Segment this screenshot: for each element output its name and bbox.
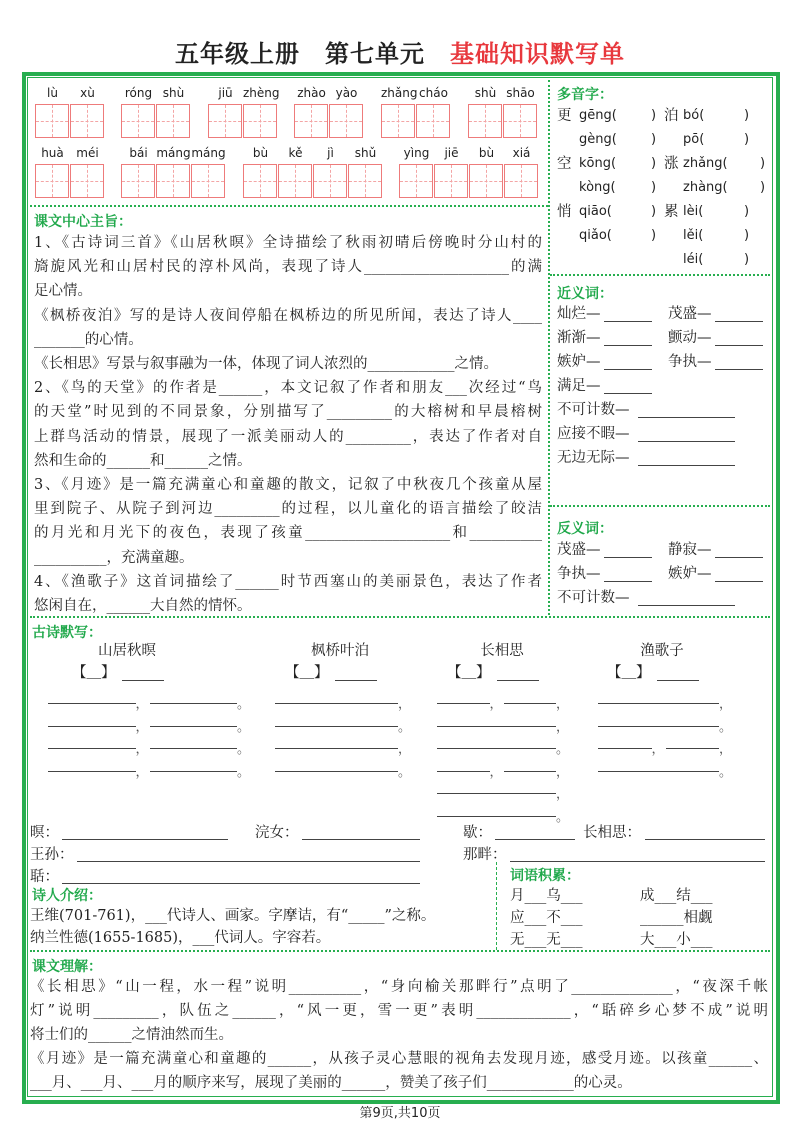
- vocab-item: 成___结___: [640, 888, 713, 904]
- writing-box[interactable]: [191, 164, 225, 198]
- poem-punctuation: 。: [719, 764, 733, 780]
- pinyin-label: shǔ: [354, 146, 377, 160]
- answer-blank[interactable]: [715, 321, 763, 322]
- page-number: 第9页,共10页: [359, 1106, 441, 1121]
- poem-line-blank[interactable]: [598, 703, 719, 704]
- word-prompt: 无边无际—: [557, 450, 630, 466]
- poem-line-blank[interactable]: [275, 748, 398, 749]
- text-line: 《长相思》“山一程，水一程”说明__________，“身向榆关那畔行”点明了______________，“夜深千帐: [30, 979, 768, 995]
- answer-blank[interactable]: [604, 321, 652, 322]
- poem-punctuation: 。: [719, 719, 733, 735]
- pinyin-label: huà: [41, 146, 64, 160]
- polyphone-char: 泊: [664, 108, 679, 124]
- close-paren: ): [651, 228, 657, 243]
- writing-box[interactable]: [121, 104, 155, 138]
- word-prompt: 不可计数—: [557, 402, 630, 418]
- poem-punctuation: 。: [398, 719, 412, 735]
- poem-author-bracket: 【＿】: [72, 665, 116, 681]
- pinyin-label: shāo: [506, 86, 535, 100]
- polyphone-pinyin: gēng(: [579, 108, 617, 123]
- pinyin-label: róng: [124, 86, 153, 100]
- writing-box[interactable]: [468, 104, 502, 138]
- writing-box[interactable]: [243, 104, 277, 138]
- title-accent: 基础知识默写单: [450, 40, 625, 68]
- close-paren: ): [760, 156, 766, 171]
- polyphone-pinyin: bó(: [683, 108, 705, 123]
- section-heading: 多音字：: [557, 87, 613, 103]
- vocab-item: ______相觑: [640, 910, 713, 926]
- pinyin-label: máng: [191, 146, 226, 160]
- pinyin-label: bái: [129, 146, 148, 160]
- text-line: 的天堂”时见到的不同景象，分别描写了_________的大榕树和早晨榕树: [34, 404, 542, 421]
- section-heading: 课文理解：: [32, 959, 102, 975]
- polyphone-char: 累: [664, 204, 679, 220]
- annotation-label: 长相思：: [583, 825, 641, 841]
- writing-box[interactable]: [434, 164, 468, 198]
- text-line: 《枫桥夜泊》写的是诗人夜间停船在枫桥边的所见所闻，表达了诗人____: [34, 307, 542, 324]
- writing-box[interactable]: [70, 104, 104, 138]
- word-prompt: 颤动—: [668, 330, 712, 346]
- poem-punctuation: ，: [556, 764, 570, 780]
- poem-line-blank[interactable]: [150, 771, 238, 772]
- polyphone-pinyin: zhàng(: [683, 180, 728, 195]
- poem-line-blank[interactable]: [150, 703, 238, 704]
- pinyin-label: zhèng: [243, 86, 280, 100]
- section-divider: [30, 205, 548, 207]
- writing-box[interactable]: [208, 104, 242, 138]
- writing-box[interactable]: [294, 104, 328, 138]
- close-paren: ): [651, 204, 657, 219]
- word-prompt: 渐渐—: [557, 330, 601, 346]
- close-paren: ): [651, 156, 657, 171]
- poem-line-blank[interactable]: [598, 726, 719, 727]
- annotation-blank[interactable]: [302, 839, 420, 840]
- poem-line-blank[interactable]: [48, 771, 136, 772]
- text-line: _______的心情。: [34, 331, 143, 348]
- annotation-label: 那畔：: [463, 847, 507, 863]
- answer-blank[interactable]: [638, 441, 735, 442]
- answer-blank[interactable]: [715, 581, 763, 582]
- polyphone-char: 悄: [557, 204, 572, 220]
- writing-box[interactable]: [381, 104, 415, 138]
- answer-blank[interactable]: [638, 605, 735, 606]
- poem-line-blank[interactable]: [275, 703, 398, 704]
- poem-author-blank[interactable]: [497, 680, 539, 681]
- page-title: [0, 34, 800, 69]
- answer-blank[interactable]: [715, 369, 763, 370]
- section-heading: 词语积累：: [510, 868, 580, 884]
- poem-title: 渔歌子: [640, 643, 684, 659]
- poem-punctuation: ，: [398, 697, 412, 712]
- poem-punctuation: ，: [719, 742, 733, 757]
- column-divider: [548, 80, 550, 615]
- poem-author-blank[interactable]: [335, 680, 377, 681]
- poem-punctuation: ，: [489, 697, 503, 712]
- poem-punctuation: ，: [556, 719, 570, 735]
- answer-blank[interactable]: [715, 345, 763, 346]
- pinyin-label: yào: [335, 86, 358, 100]
- writing-box[interactable]: [121, 164, 155, 198]
- word-prompt: 茂盛—: [557, 542, 601, 558]
- poem-line-blank[interactable]: [150, 726, 238, 727]
- annotation-blank[interactable]: [62, 883, 420, 884]
- section-heading: 近义词：: [557, 286, 613, 302]
- poem-line-blank[interactable]: [504, 771, 557, 772]
- annotation-blank[interactable]: [645, 839, 765, 840]
- text-line: 然和生命的______和______之情。: [34, 452, 252, 469]
- annotation-blank[interactable]: [495, 839, 575, 840]
- annotation-blank[interactable]: [77, 861, 420, 862]
- writing-box[interactable]: [503, 104, 537, 138]
- answer-blank[interactable]: [638, 465, 735, 466]
- close-paren: ): [651, 108, 657, 123]
- annotation-label: 浣女：: [255, 825, 299, 841]
- polyphone-pinyin: kōng(: [579, 156, 617, 171]
- pinyin-label: máng: [156, 146, 191, 160]
- close-paren: ): [651, 132, 657, 147]
- vocab-item: 无___无___: [510, 932, 583, 948]
- section-divider: [550, 505, 770, 507]
- word-prompt: 嫉妒—: [557, 354, 601, 370]
- writing-box[interactable]: [35, 164, 69, 198]
- polyphone-pinyin: qiǎo(: [579, 228, 612, 243]
- writing-box[interactable]: [70, 164, 104, 198]
- poem-punctuation: ，: [719, 697, 733, 712]
- close-paren: ): [744, 108, 750, 123]
- text-line: ___月、___月、___月的顺序来写，展现了美丽的______，赞美了孩子们____________的心灵。: [30, 1075, 632, 1091]
- answer-blank[interactable]: [604, 369, 652, 370]
- poem-line-blank[interactable]: [48, 726, 136, 727]
- text-line: 里到院子、从院子到河边_________的过程，以儿童化的语言描绘了皎洁: [34, 501, 542, 518]
- text-line: 上群鸟活动的情景，展现了一派美丽动人的_________，表达了作者对自: [34, 428, 542, 445]
- pinyin-label: bù: [252, 146, 269, 160]
- vocab-item: 大___小___: [640, 932, 713, 948]
- poem-title: 长相思: [480, 643, 524, 659]
- writing-box[interactable]: [399, 164, 433, 198]
- text-line: 4、《渔歌子》这首词描绘了______时节西塞山的美丽景色，表达了作者: [34, 573, 542, 590]
- pinyin-label: shù: [474, 86, 497, 100]
- word-prompt: 满足—: [557, 378, 601, 394]
- poem-punctuation: ，: [651, 742, 665, 757]
- poem-line-blank[interactable]: [598, 771, 719, 772]
- poem-punctuation: 。: [556, 809, 570, 825]
- poem-punctuation: ，: [556, 697, 570, 712]
- pinyin-label: xù: [80, 86, 95, 100]
- poet-intro-line: 纳兰性德(1655-1685)，___代词人。字容若。: [30, 930, 331, 946]
- section-heading: 反义词：: [557, 521, 613, 537]
- annotation-label: 聒：: [30, 869, 59, 885]
- column-divider: [496, 862, 497, 950]
- close-paren: ): [744, 132, 750, 147]
- text-line: 将士们的______之情油然而生。: [30, 1027, 233, 1043]
- title-main: 五年级上册 第七单元: [175, 40, 450, 68]
- word-prompt: 不可计数—: [557, 590, 630, 606]
- text-line: 旖旎风光和山居村民的淳朴风尚，表现了诗人____________________的满: [34, 259, 542, 276]
- writing-box[interactable]: [313, 164, 347, 198]
- vocab-item: 应___不___: [510, 910, 583, 926]
- polyphone-char: 更: [557, 108, 572, 124]
- writing-box[interactable]: [348, 164, 382, 198]
- pinyin-label: zhǎng: [381, 86, 418, 100]
- text-line: 足心情。: [34, 283, 92, 300]
- writing-box[interactable]: [156, 164, 190, 198]
- word-prompt: 茂盛—: [668, 306, 712, 322]
- pinyin-label: jiū: [218, 86, 233, 100]
- section-divider: [550, 274, 770, 276]
- pinyin-label: yìng: [403, 146, 430, 160]
- polyphone-pinyin: zhǎng(: [683, 156, 728, 171]
- annotation-blank[interactable]: [62, 839, 228, 840]
- writing-box[interactable]: [329, 104, 363, 138]
- text-line: 灯”说明_________，队伍之______，“风一更，雪一更”表明_____________，“聒碎乡心梦不成”说明: [30, 1003, 768, 1019]
- poem-punctuation: 。: [556, 742, 570, 757]
- polyphone-pinyin: kòng(: [579, 180, 616, 195]
- text-line: __________，充满童趣。: [34, 549, 194, 566]
- answer-blank[interactable]: [604, 345, 652, 346]
- close-paren: ): [744, 252, 750, 267]
- close-paren: ): [760, 180, 766, 195]
- poem-punctuation: ，: [135, 697, 149, 712]
- pinyin-label: xiá: [512, 146, 531, 160]
- close-paren: ): [744, 228, 750, 243]
- answer-blank[interactable]: [604, 581, 652, 582]
- pinyin-label: zhào: [297, 86, 326, 100]
- poem-punctuation: 。: [237, 697, 251, 712]
- poem-punctuation: ，: [135, 742, 149, 757]
- poet-intro-line: 王维(701-761)，___代诗人、画家。字摩诘，有“_____”之称。: [30, 908, 436, 924]
- poem-line-blank[interactable]: [504, 703, 557, 704]
- word-prompt: 静寂—: [668, 542, 712, 558]
- poem-title: 山居秋暝: [98, 643, 156, 659]
- answer-blank[interactable]: [715, 557, 763, 558]
- poem-punctuation: 。: [237, 764, 251, 780]
- pinyin-label: lù: [47, 86, 58, 100]
- polyphone-pinyin: qiāo(: [579, 204, 612, 219]
- writing-box[interactable]: [278, 164, 312, 198]
- poem-author-blank[interactable]: [122, 680, 164, 681]
- poem-punctuation: ，: [489, 764, 503, 780]
- poem-title: 枫桥叶泊: [311, 643, 369, 659]
- poem-punctuation: ，: [135, 764, 149, 780]
- section-heading: 诗人介绍：: [32, 888, 102, 904]
- poem-punctuation: 。: [398, 764, 412, 780]
- poem-line-blank[interactable]: [275, 771, 398, 772]
- word-prompt: 嫉妒—: [668, 566, 712, 582]
- close-paren: ): [651, 180, 657, 195]
- poem-line-blank[interactable]: [666, 748, 720, 749]
- answer-blank[interactable]: [604, 557, 652, 558]
- pinyin-label: kě: [288, 146, 303, 160]
- poem-author-blank[interactable]: [657, 680, 699, 681]
- poem-line-blank[interactable]: [48, 748, 136, 749]
- word-prompt: 应接不暇—: [557, 426, 630, 442]
- pinyin-label: jiē: [444, 146, 459, 160]
- poem-line-blank[interactable]: [437, 793, 556, 794]
- poem-line-blank[interactable]: [437, 726, 556, 727]
- poem-line-blank[interactable]: [275, 726, 398, 727]
- writing-box[interactable]: [416, 104, 450, 138]
- poem-punctuation: ，: [556, 787, 570, 802]
- text-line: 《长相思》写景与叙事融为一体，体现了词人浓烈的____________之情。: [34, 356, 498, 372]
- pinyin-label: bù: [478, 146, 495, 160]
- poem-line-blank[interactable]: [48, 703, 136, 704]
- pinyin-label: méi: [76, 146, 99, 160]
- polyphone-char: 空: [557, 156, 572, 172]
- writing-box[interactable]: [469, 164, 503, 198]
- text-line: 3、《月迹》是一篇充满童心和童趣的散文，记叙了中秋夜几个孩童从屋: [34, 477, 542, 493]
- text-line: 《月迹》是一篇充满童心和童趣的______，从孩子灵心慧眼的视角去发现月迹，感受月迹。以孩童______、: [30, 1051, 768, 1067]
- annotation-label: 王孙：: [30, 847, 74, 863]
- writing-box[interactable]: [243, 164, 277, 198]
- section-heading: 课文中心主旨：: [34, 214, 132, 230]
- answer-blank[interactable]: [604, 393, 652, 394]
- pinyin-label: shù: [162, 86, 185, 100]
- poem-line-blank[interactable]: [437, 748, 556, 749]
- word-prompt: 争执—: [668, 354, 712, 370]
- text-line: 2、《鸟的天堂》的作者是______，本文记叙了作者和朋友___次经过“鸟: [34, 380, 542, 397]
- poem-line-blank[interactable]: [437, 816, 556, 817]
- word-prompt: 争执—: [557, 566, 601, 582]
- polyphone-pinyin: lěi(: [683, 228, 704, 243]
- annotation-label: 歇：: [463, 825, 492, 841]
- poem-punctuation: 。: [237, 742, 251, 757]
- polyphone-pinyin: lèi(: [683, 204, 704, 219]
- polyphone-pinyin: léi(: [683, 252, 704, 267]
- text-line: 1、《古诗词三首》《山居秋暝》全诗描绘了秋雨初晴后傍晚时分山村的: [34, 235, 542, 251]
- writing-box[interactable]: [156, 104, 190, 138]
- poem-line-blank[interactable]: [598, 748, 652, 749]
- poem-author-bracket: 【＿】: [285, 665, 329, 681]
- poem-author-bracket: 【＿】: [607, 665, 651, 681]
- text-line: 的月光和月光下的夜色，表现了孩童____________________和__________: [34, 525, 542, 542]
- poem-line-blank[interactable]: [437, 771, 490, 772]
- text-line: 悠闲自在，______大自然的情怀。: [34, 598, 252, 614]
- annotation-label: 暝：: [30, 825, 59, 841]
- section-heading: 古诗默写：: [32, 625, 102, 641]
- poem-line-blank[interactable]: [150, 748, 238, 749]
- poem-line-blank[interactable]: [437, 703, 490, 704]
- pinyin-label: jì: [327, 146, 334, 160]
- answer-blank[interactable]: [638, 417, 735, 418]
- poem-punctuation: ，: [135, 719, 149, 735]
- close-paren: ): [744, 204, 750, 219]
- writing-box[interactable]: [504, 164, 538, 198]
- poem-punctuation: 。: [237, 719, 251, 735]
- polyphone-pinyin: gèng(: [579, 132, 617, 147]
- polyphone-char: 涨: [664, 156, 679, 172]
- vocab-item: 月___乌___: [510, 888, 583, 904]
- word-prompt: 灿烂—: [557, 306, 601, 322]
- polyphone-pinyin: pō(: [683, 132, 705, 147]
- poem-author-bracket: 【＿】: [447, 665, 491, 681]
- poem-punctuation: ，: [398, 742, 412, 757]
- annotation-blank[interactable]: [510, 861, 765, 862]
- writing-box[interactable]: [35, 104, 69, 138]
- pinyin-label: cháo: [419, 86, 448, 100]
